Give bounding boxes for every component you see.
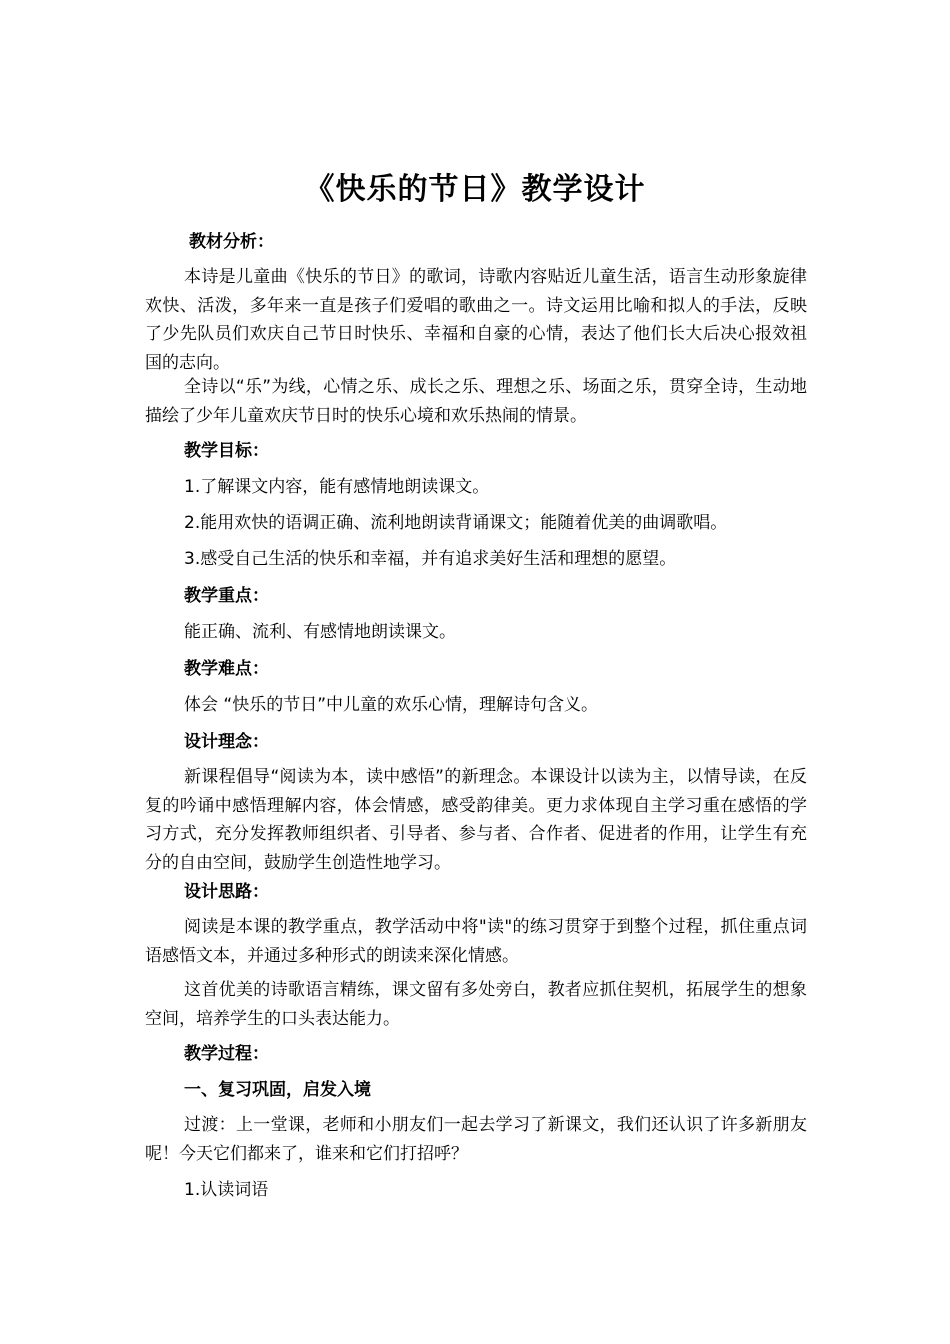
teaching-focus-heading: 教学重点： <box>184 586 269 606</box>
teaching-focus-text: 能正确、流利、有感情地朗读课文。 <box>184 622 456 642</box>
material-analysis-heading: 教材分析： <box>189 232 274 252</box>
teaching-goal-1: 1.了解课文内容，能有感情地朗读课文。 <box>184 477 490 497</box>
document-title: 《快乐的节日》教学设计 <box>304 172 646 207</box>
step-1-paragraph: 过渡：上一堂课，老师和小朋友们一起去学习了新课文，我们还认识了许多新朋友呢！今天它们都来了，谁来和它们打招呼？ <box>145 1115 807 1164</box>
teaching-difficulty-heading: 教学难点： <box>184 659 269 679</box>
step-1-heading: 一、复习巩固，启发入境 <box>184 1080 371 1100</box>
design-thinking-paragraph-2: 这首优美的诗歌语言精练，课文留有多处旁白，教者应抓住契机，拓展学生的想象空间，培养学生的口头表达能力。 <box>145 980 807 1029</box>
design-concept-heading: 设计理念： <box>184 732 269 752</box>
teaching-goals-heading: 教学目标： <box>184 441 269 461</box>
design-thinking-heading: 设计思路： <box>184 882 269 902</box>
material-analysis-paragraph-1: 本诗是儿童曲《快乐的节日》的歌词，诗歌内容贴近儿童生活，语言生动形象旋律欢快、活泼，多年来一直是孩子们爱唱的歌曲之一。诗文运用比喻和拟人的手法，反映了少先队员们欢庆自己节日时快乐、幸福和自豪的心情，表达了他们长大后决心报效祖国的志向。 <box>145 267 807 373</box>
design-thinking-paragraph-1: 阅读是本课的教学重点，教学活动中将"读"的练习贯穿于到整个过程，抓住重点词语感悟文本，并通过多种形式的朗读来深化情感。 <box>145 917 807 966</box>
step-1-item-1: 1.认读词语 <box>184 1180 269 1200</box>
teaching-goal-2: 2.能用欢快的语调正确、流利地朗读背诵课文；能随着优美的曲调歌唱。 <box>184 513 728 533</box>
teaching-process-heading: 教学过程： <box>184 1044 269 1064</box>
material-analysis-paragraph-2: 全诗以“乐”为线，心情之乐、成长之乐、理想之乐、场面之乐，贯穿全诗，生动地描绘了少年儿童欢庆节日时的快乐心境和欢乐热闹的情景。 <box>145 377 807 426</box>
design-concept-paragraph: 新课程倡导“阅读为本，读中感悟”的新理念。本课设计以读为主，以情导读，在反复的吟诵中感悟理解内容，体会情感，感受韵律美。更力求体现自主学习重在感悟的学习方式，充分发挥教师组织者、引导者、参与者、合作者、促进者的作用，让学生有充分的自由空间，鼓励学生创造性地学习。 <box>145 767 807 873</box>
teaching-difficulty-text: 体会 “快乐的节日”中儿童的欢乐心情，理解诗句含义。 <box>184 695 599 715</box>
teaching-goal-3: 3.感受自己生活的快乐和幸福，并有追求美好生活和理想的愿望。 <box>184 549 677 569</box>
